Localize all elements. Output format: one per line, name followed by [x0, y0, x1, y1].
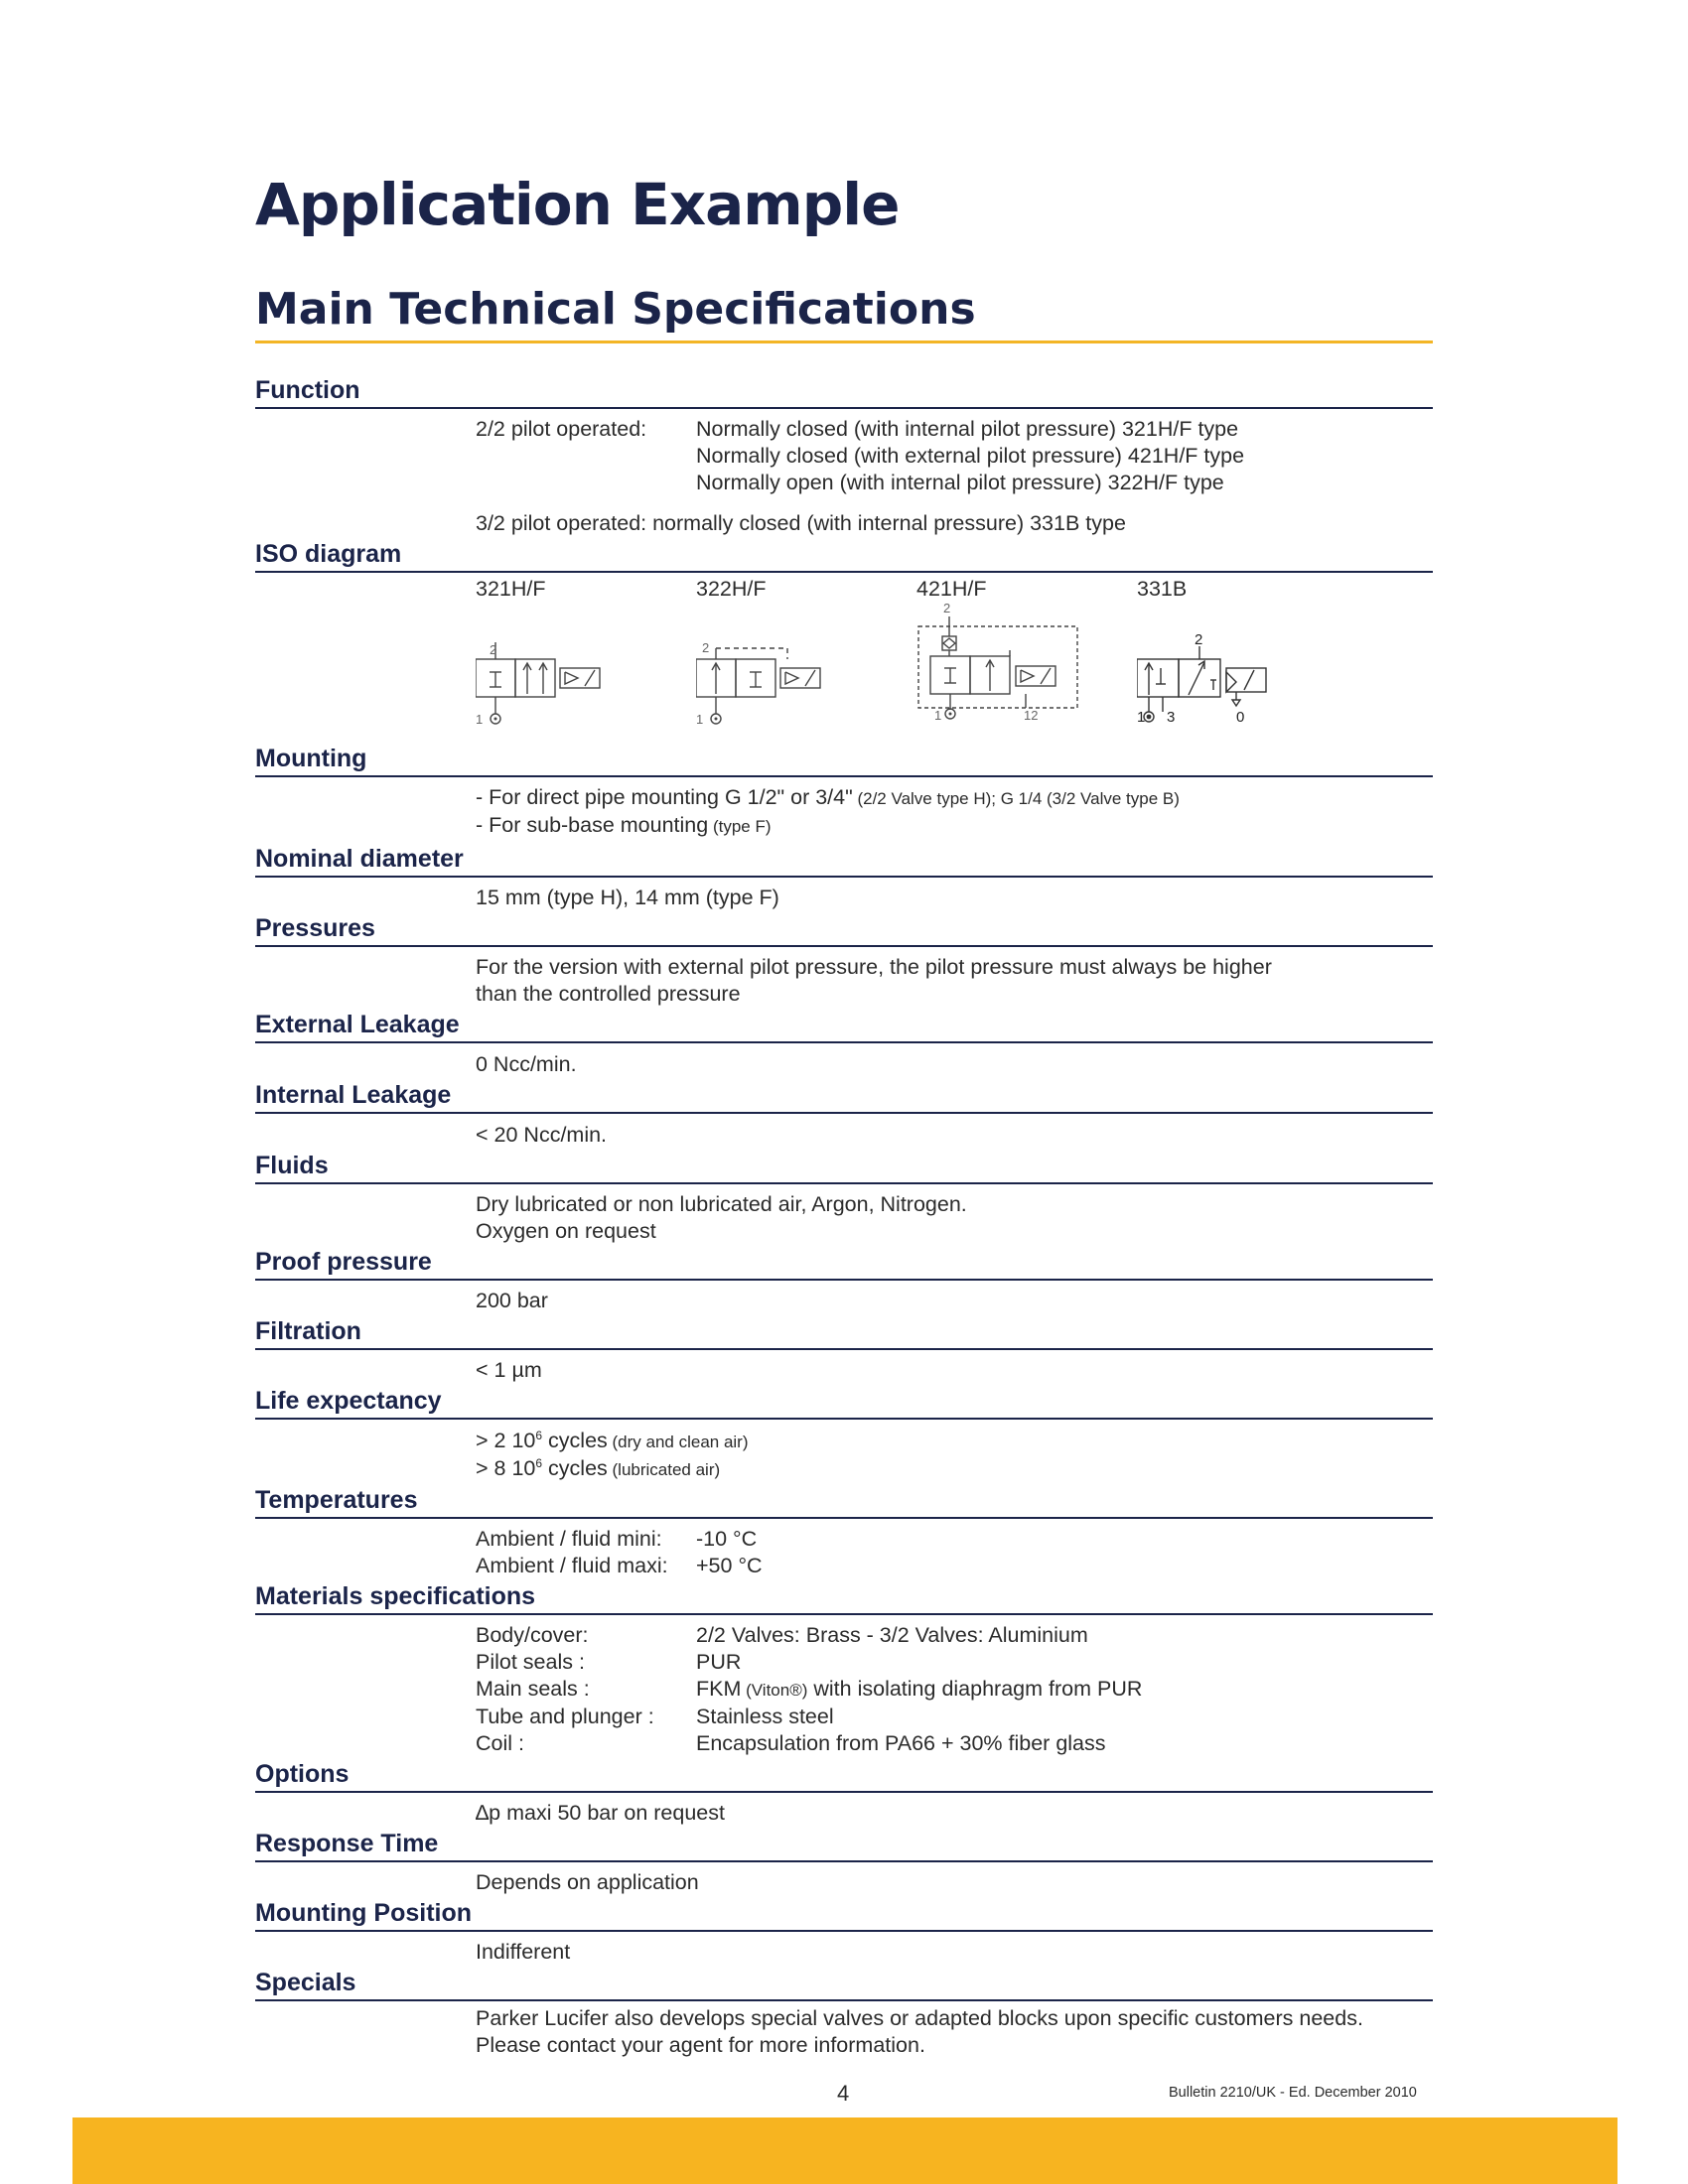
- section-heading: Mounting Position: [255, 1896, 1433, 1932]
- section-heading: Life expectancy: [255, 1384, 1433, 1420]
- function-line: Normally closed (with internal pilot pressure) 321H/F type: [696, 417, 1239, 441]
- svg-text:12: 12: [1024, 708, 1039, 723]
- page-number: 4: [837, 2081, 850, 2106]
- temp-row: Ambient / fluid mini: -10 °C: [476, 1527, 758, 1551]
- page-title: Application Example: [255, 171, 900, 238]
- section-filtration: [255, 1314, 1433, 1384]
- iso-item-321: [476, 576, 696, 742]
- spec-value: < 20 Ncc/min.: [476, 1123, 608, 1147]
- temp-row: Ambient / fluid maxi: +50 °C: [476, 1554, 763, 1577]
- page-subtitle: Main Technical Specifications: [255, 284, 1433, 343]
- bulletin-reference: Bulletin 2210/UK - Ed. December 2010: [1169, 2085, 1417, 2101]
- spec-value: ∆p maxi 50 bar on request: [476, 1801, 725, 1825]
- footer-color-band: [72, 2117, 1618, 2184]
- section-specials: [255, 1966, 1433, 2059]
- spec-value: 200 bar: [476, 1289, 548, 1312]
- spec-value: < 1 µm: [476, 1358, 542, 1382]
- section-heading: Mounting: [255, 742, 1433, 777]
- section-heading: Nominal diameter: [255, 842, 1433, 878]
- iso-label: 322H/F: [696, 577, 767, 601]
- valve-322-symbol-icon: [696, 603, 895, 737]
- section-mounting: [255, 742, 1433, 842]
- section-heading: Internal Leakage: [255, 1078, 1433, 1114]
- section-temperatures: [255, 1483, 1433, 1579]
- spec-value: Dry lubricated or non lubricated air, Argon, Nitrogen.: [476, 1192, 967, 1216]
- section-heading: Options: [255, 1757, 1433, 1793]
- section-fluids: [255, 1149, 1433, 1245]
- section-pressures: [255, 911, 1433, 1008]
- spec-value: Depends on application: [476, 1870, 699, 1894]
- section-mounting-position: [255, 1896, 1433, 1966]
- section-heading: Specials: [255, 1966, 1433, 2001]
- life-line: > 2 $10^6$ cycles (dry and clean air): [476, 1428, 749, 1452]
- section-nominal-diameter: [255, 842, 1433, 911]
- section-heading: External Leakage: [255, 1008, 1433, 1043]
- section-internal-leakage: [255, 1078, 1433, 1149]
- iso-item-322: [696, 576, 916, 742]
- section-heading: Temperatures: [255, 1483, 1433, 1519]
- section-heading: Proof pressure: [255, 1245, 1433, 1281]
- section-heading: Pressures: [255, 911, 1433, 947]
- section-function: [255, 373, 1433, 537]
- spec-value: Please contact your agent for more information.: [476, 2033, 925, 2057]
- iso-label: 331B: [1137, 577, 1188, 601]
- svg-text:3: 3: [1167, 709, 1176, 726]
- section-life-expectancy: [255, 1384, 1433, 1483]
- section-response-time: [255, 1827, 1433, 1896]
- specs-list: [255, 373, 1433, 2059]
- iso-label: 321H/F: [476, 577, 546, 601]
- iso-label: 421H/F: [916, 577, 987, 601]
- svg-text:1: 1: [696, 712, 704, 727]
- svg-text:1: 1: [934, 708, 942, 723]
- svg-text:1: 1: [1137, 709, 1146, 726]
- function-32: 3/2 pilot operated: normally closed (with internal pressure) 331B type: [476, 511, 1126, 535]
- spec-value: 15 mm (type H), 14 mm (type F): [476, 886, 779, 909]
- mounting-line: - For direct pipe mounting G 1/2" or 3/4" (2/2 Valve type H); G 1/4 (3/2 Valve type B): [476, 785, 1180, 809]
- material-row: Pilot seals : PUR: [476, 1650, 742, 1674]
- valve-331b-symbol-icon: [1137, 603, 1336, 737]
- svg-text:2: 2: [702, 640, 710, 655]
- svg-text:2: 2: [943, 601, 951, 615]
- section-heading: Materials specifications: [255, 1579, 1433, 1615]
- svg-text:1: 1: [476, 712, 484, 727]
- svg-text:0: 0: [1236, 709, 1245, 726]
- svg-text:2: 2: [1195, 631, 1203, 648]
- section-options: [255, 1757, 1433, 1827]
- mounting-line: - For sub-base mounting (type F): [476, 813, 772, 837]
- iso-item-421: [916, 576, 1137, 742]
- material-row: Coil : Encapsulation from PA66 + 30% fiber glass: [476, 1731, 1106, 1755]
- svg-text:2: 2: [490, 642, 497, 657]
- section-external-leakage: [255, 1008, 1433, 1078]
- section-heading: ISO diagram: [255, 537, 1433, 573]
- function-line: Normally open (with internal pilot pressure) 322H/F type: [696, 471, 1224, 494]
- section-heading: Fluids: [255, 1149, 1433, 1184]
- spec-value: For the version with external pilot pressure, the pilot pressure must always be higher: [476, 955, 1272, 979]
- material-row: Tube and plunger : Stainless steel: [476, 1705, 834, 1728]
- spec-value: Indifferent: [476, 1940, 571, 1964]
- section-iso-diagram: [255, 537, 1433, 742]
- section-materials: [255, 1579, 1433, 1757]
- section-heading: Function: [255, 373, 1433, 409]
- iso-item-331b: [1137, 576, 1357, 742]
- life-line: > 8 $10^6$ cycles (lubricated air): [476, 1455, 721, 1480]
- function-22-label: 2/2 pilot operated:: [476, 417, 647, 441]
- valve-321-symbol-icon: [476, 603, 674, 737]
- section-proof-pressure: [255, 1245, 1433, 1314]
- spec-value: Parker Lucifer also develops special valves or adapted blocks upon specific customers needs.: [476, 2006, 1363, 2030]
- spec-value: than the controlled pressure: [476, 982, 741, 1006]
- material-row: Body/cover: 2/2 Valves: Brass - 3/2 Valves: Aluminium: [476, 1623, 1088, 1647]
- spec-value: 0 Ncc/min.: [476, 1052, 577, 1076]
- function-line: Normally closed (with external pilot pressure) 421H/F type: [696, 444, 1245, 468]
- material-row: Main seals : FKM (Viton®) with isolating diaphragm from PUR: [476, 1677, 1143, 1701]
- section-heading: Filtration: [255, 1314, 1433, 1350]
- valve-421-symbol-icon: [916, 589, 1115, 723]
- spec-value: Oxygen on request: [476, 1219, 656, 1243]
- section-heading: Response Time: [255, 1827, 1433, 1862]
